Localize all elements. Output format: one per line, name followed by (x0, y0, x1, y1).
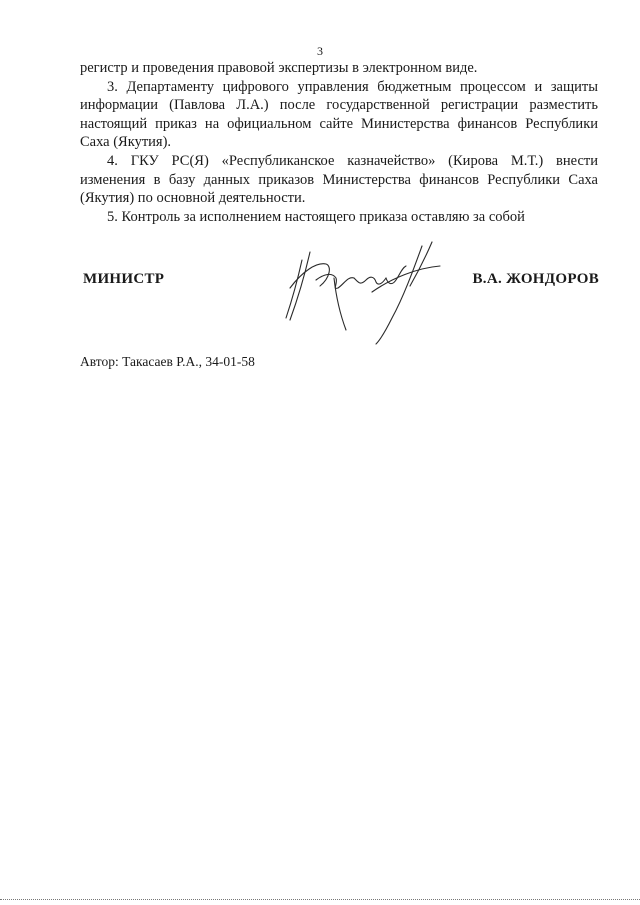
paragraph-continuation: регистр и проведения правовой экспертизы в электронном виде. (80, 60, 478, 76)
handwritten-signature (272, 238, 452, 348)
document-body (80, 59, 598, 226)
signatory-name: В.А. ЖОНДОРОВ (472, 271, 599, 287)
paragraph-item-4: 4. ГКУ РС(Я) «Республиканское казначейство» (Кирова М.Т.) внести изменения в базу данных приказов Министерства финансов Республики Саха (Якутия) по основной деятельности. (80, 152, 598, 207)
signatory-title: МИНИСТР (83, 271, 165, 287)
author-line: Автор: Такасаев Р.А., 34-01-58 (80, 354, 255, 369)
page-bottom-border (0, 899, 640, 900)
paragraph-item-3: 3. Департаменту цифрового управления бюджетным процессом и защиты информации (Павлова Л.А.) после государственной регистрации разместить настоящий приказ на официальном сайте Министерства финансов Республики Саха (Якутия). (80, 78, 598, 151)
page-number: 3 (317, 44, 323, 58)
paragraph-item-5: 5. Контроль за исполнением настоящего приказа оставляю за собой (107, 208, 525, 225)
